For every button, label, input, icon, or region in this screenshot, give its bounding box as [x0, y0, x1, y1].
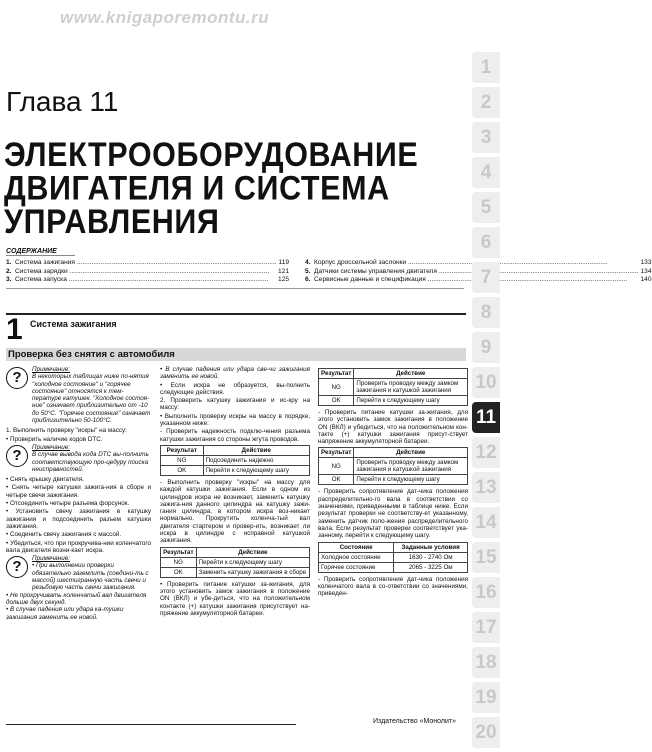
- table-header: Состояние: [319, 542, 394, 552]
- toc-item[interactable]: 5. Датчики системы управления двигателя ..... 134: [305, 268, 651, 277]
- paragraph: • В случае падения или удара све-чи зажигания заменить ее новой.: [160, 366, 310, 381]
- table-row: NG Проверить проводку между замком зажигания и катушкой зажигания: [319, 379, 468, 396]
- paragraph: • Снять крышку двигателя.: [6, 476, 84, 484]
- note-heading: Примечание:: [32, 555, 71, 563]
- chapter-tab-1[interactable]: 1: [472, 52, 500, 83]
- result-table: [160, 547, 310, 578]
- section-number: 1: [6, 313, 23, 346]
- table-header: Результат: [161, 547, 197, 557]
- table-row: NG Перейти к следующему шагу: [161, 557, 310, 567]
- chapter-tab-18[interactable]: 18: [472, 647, 500, 678]
- toc-item[interactable]: 3. Система запуска ..... 125: [6, 276, 289, 285]
- table-header: Действие: [196, 547, 309, 557]
- chapter-tab-14[interactable]: 14: [472, 507, 500, 538]
- subsection-title: Проверка без снятия с автомобиля: [6, 348, 466, 361]
- chapter-tab-2[interactable]: 2: [472, 87, 500, 118]
- chapter-tab-16[interactable]: 16: [472, 577, 500, 608]
- table-row: OK Перейти к следующему шагу: [319, 396, 468, 406]
- chapter-heading: Глава 11: [6, 86, 119, 117]
- paragraph: • Отсоединить четыре разъема форсунок.: [6, 500, 130, 508]
- toc-item[interactable]: 4. Корпус дроссельной заслонки ..... 133: [305, 259, 651, 268]
- paragraph: - Проверить питание катушки за-жигания, для этого установить замок зажигания в положение ON (ВКЛ) и убедиться, что на положительном кон-такте (+) катушки зажигания присут-ствует напряжение аккумуляторной батареи.: [318, 409, 468, 446]
- section-title: Система зажигания: [30, 319, 117, 329]
- note-box: [6, 555, 151, 621]
- note-text: • При выполнении проверки обязательно заземлить (соедини-ть с массой) шестигранную часть свечи и резьбовую часть свечи зажигания.: [32, 562, 149, 592]
- table-header: Действие: [354, 448, 468, 458]
- watermark: www.knigaporemontu.ru: [60, 8, 270, 27]
- paragraph: • Проверить питание катушки за-жигания, для этого установить замок зажигания в положение ON (ВКЛ) и убе-диться, что на положительном контакте (+) катушки зажигания присутствует на-пряжение аккумуляторной батареи.: [160, 580, 310, 617]
- table-row: NG Подсоединить надежно: [161, 455, 310, 465]
- paragraph: • Соединить свечу зажигания с массой.: [6, 531, 122, 539]
- paragraph: • Установить свечу зажигания в катушку зажигания и подсоединить разъем катушки зажигания.: [6, 508, 151, 530]
- table-row: OK Перейти к следующему шагу: [319, 475, 468, 485]
- paragraph: • Выполнить проверку искры на массу в порядке, указанном ниже:: [160, 412, 310, 428]
- table-of-contents: [6, 248, 652, 289]
- chapter-title: [4, 135, 474, 242]
- title-line: ДВИГАТЕЛЯ И СИСТЕМА: [4, 169, 390, 208]
- paragraph: - Проверить сопротивление дат-чика положения коленчатого вала в со-ответствии со значениями, приведен-: [318, 575, 468, 598]
- chapter-tabs: [472, 52, 500, 752]
- table-row: Холодное состояние 1630 - 2740 Ом: [319, 552, 468, 562]
- text-column-2: [160, 366, 310, 618]
- note-icon: ?: [6, 367, 28, 389]
- paragraph: • Убедиться, что при прокручива-нии коленчатого вала двигателя возни-кает искра.: [6, 539, 151, 554]
- title-line: УПРАВЛЕНИЯ: [4, 202, 220, 242]
- toc-column-left: [6, 259, 289, 285]
- chapter-tab-4[interactable]: 4: [472, 157, 500, 188]
- table-row: NG Проверить проводку между замком зажигания и катушкой зажигания: [319, 458, 468, 475]
- section-header: [6, 313, 466, 346]
- chapter-tab-7[interactable]: 7: [472, 262, 500, 293]
- note-text: В некоторых таблицах ниже по-нятия "холодное состояние" и "горячее состояние" относятся к тем-пературе катушек. "Холодное состоя-ние" означает приблизительно от -10 до 50°С. "Горячее состояние" означает приблизительно 50-100°С.: [32, 373, 151, 425]
- note-heading: Примечание:: [32, 366, 71, 373]
- note-icon: ?: [6, 445, 28, 467]
- note-box: [6, 366, 151, 424]
- chapter-tab-12[interactable]: 12: [472, 437, 500, 468]
- result-table: [160, 445, 310, 476]
- paragraph: 2. Проверить катушку зажигания и ис-кру на массу:: [160, 397, 310, 412]
- chapter-tab-15[interactable]: 15: [472, 542, 500, 573]
- chapter-tab-10[interactable]: 10: [472, 367, 500, 398]
- note-box: [6, 444, 151, 473]
- table-header: Результат: [319, 369, 354, 379]
- note-text: В случае вывода кода DTC вы-полнить соответствующую про-цедуру поиска неисправностей.: [32, 451, 149, 473]
- table-row: OK Перейти к следующему шагу: [161, 465, 310, 475]
- toc-item[interactable]: 6. Сервисные данные и спецификация ..... 140: [305, 276, 651, 285]
- page-footer: [0, 718, 500, 732]
- chapter-tab-5[interactable]: 5: [472, 192, 500, 223]
- chapter-tab-17[interactable]: 17: [472, 612, 500, 643]
- toc-item[interactable]: 2. Система зарядки ..... 121: [6, 268, 289, 277]
- table-header: Действие: [203, 445, 309, 455]
- note-text: • Не прокручивать коленчатый вал двигателя дольше двух секунд.: [6, 591, 147, 606]
- publisher: Издательство «Монолит»: [372, 718, 456, 725]
- table-header: Результат: [319, 448, 354, 458]
- chapter-tab-6[interactable]: 6: [472, 227, 500, 258]
- note-heading: Примечание:: [32, 443, 71, 451]
- text-column-1: [6, 366, 151, 624]
- table-row: OK Заменить катушку зажигания в сборе: [161, 567, 310, 577]
- table-header: Действие: [354, 369, 468, 379]
- result-table: [318, 447, 468, 485]
- table-header: Результат: [161, 445, 204, 455]
- paragraph: - Проверить надежность подклю-чения разъема катушки зажигания со стороны жгута проводов.: [160, 428, 310, 443]
- note-text: • В случае падения или удара ка-тушки зажигания заменить ее новой.: [6, 606, 124, 621]
- chapter-tab-11[interactable]: 11: [472, 402, 500, 433]
- chapter-tab-9[interactable]: 9: [472, 332, 500, 363]
- chapter-tab-20[interactable]: 20: [472, 717, 500, 748]
- table-header: Заданные условия: [394, 542, 468, 552]
- toc-heading: СОДЕРЖАНИЕ: [6, 248, 75, 256]
- spec-table: [318, 542, 468, 573]
- chapter-tab-19[interactable]: 19: [472, 682, 500, 713]
- footer-rule: [6, 724, 296, 725]
- paragraph: • Снять четыре катушки зажига-ния в сборе и четыре свечи зажигания.: [6, 484, 151, 499]
- table-row: Горячее состояние 2065 - 3225 Ом: [319, 562, 468, 572]
- title-line: ЭЛЕКТРООБОРУДОВАНИЕ: [4, 135, 419, 174]
- result-table: [318, 368, 468, 406]
- chapter-tab-8[interactable]: 8: [472, 297, 500, 328]
- paragraph: • Если искра не образуется, вы-полнить следующие действия.: [160, 381, 310, 396]
- paragraph: - Проверить сопротивление дат-чика положения распределительно-го вала в соответствии со значениями, приведенными в таблице ниже. Если результат проверки не соответству-ет указанному, заменить датчик поло-жения распределительного вала. Если результат проверки соответствует ука-занному, перейти к следующему шагу.: [318, 488, 468, 540]
- paragraph: - Выполнить проверку "искры" на массу для каждой катушки зажигания. Если в одном из цилиндров искра не возникает, заменить катушку зажига-ния данного цилиндра на катушку зажи-гания цилиндра, в котором искра воз-никает нормально. Прокрутить коленча-тый вал двигателя стартером и провер-ить, возникает ли искра в цилиндре с исправной катушкой зажигания.: [160, 478, 310, 545]
- text-column-3: [318, 366, 468, 598]
- paragraph: 1. Выполнить проверку "искры" на массу:: [6, 427, 127, 435]
- chapter-tab-3[interactable]: 3: [472, 122, 500, 153]
- toc-item[interactable]: 1. Система зажигания ..... 119: [6, 259, 289, 268]
- note-icon: ?: [6, 556, 28, 578]
- chapter-tab-13[interactable]: 13: [472, 472, 500, 503]
- paragraph: • Проверить наличие кодов DTC.: [6, 435, 103, 443]
